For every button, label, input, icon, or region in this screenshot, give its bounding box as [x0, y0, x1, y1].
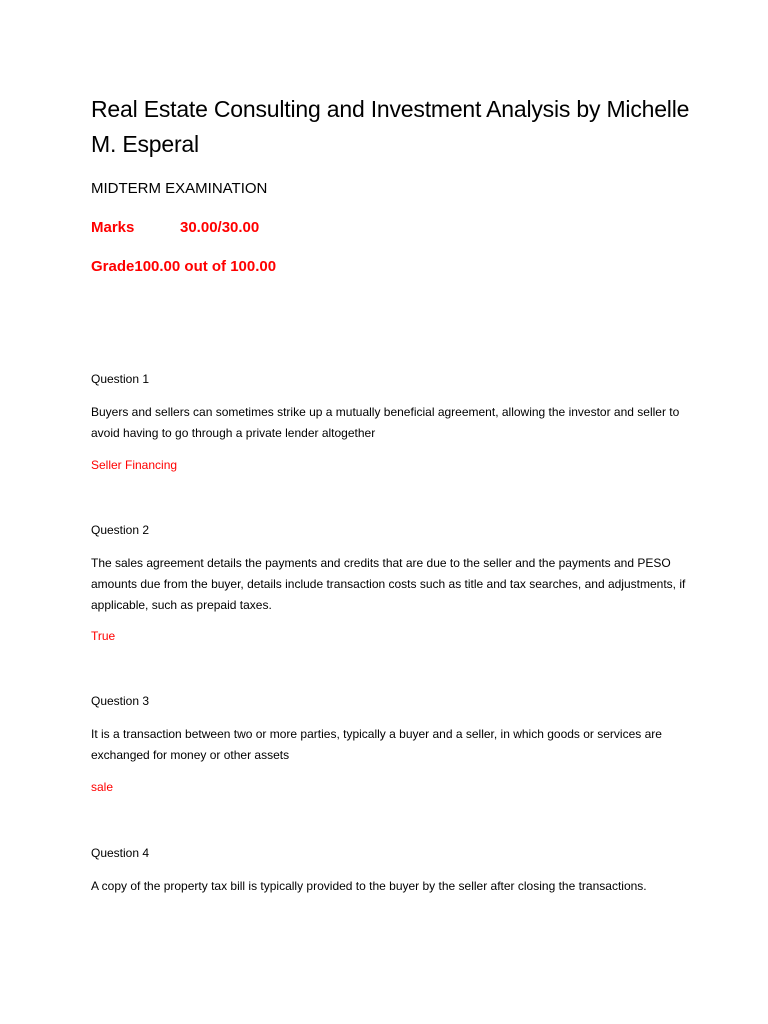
marks-row — [91, 218, 259, 238]
question-2-label: Question 2 — [91, 523, 150, 537]
marks-label: Marks — [91, 219, 135, 236]
question-1-label: Question 1 — [91, 372, 150, 386]
grade-value: 100.00 out of 100.00 — [134, 258, 277, 275]
question-4-label: Question 4 — [91, 846, 150, 860]
question-2-answer: True — [91, 629, 116, 643]
question-3-label: Question 3 — [91, 694, 150, 708]
question-4-text: A copy of the property tax bill is typically provided to the buyer by the seller after closing the transactions. — [91, 879, 647, 893]
grade-row — [91, 257, 276, 277]
document-title: Real Estate Consulting and Investment Analysis by Michelle M. Esperal — [91, 96, 690, 157]
question-1-text: Buyers and sellers can sometimes strike up a mutually beneficial agreement, allowing the investor and seller to avoid having to go through a private lender altogether — [91, 405, 680, 440]
question-1-answer: Seller Financing — [91, 458, 178, 472]
grade-label: Grade — [91, 258, 135, 275]
exam-heading: MIDTERM EXAMINATION — [91, 180, 268, 197]
question-3-answer: sale — [91, 780, 114, 794]
marks-value: 30.00/30.00 — [180, 219, 260, 236]
question-2-text: The sales agreement details the payments and credits that are due to the seller and the payments and PESO amounts due from the buyer, details include transaction costs such as title and tax searches, and adjustments, if applicable, such as prepaid taxes. — [91, 556, 686, 612]
question-3-text: It is a transaction between two or more parties, typically a buyer and a seller, in which goods or services are exchanged for money or other assets — [91, 727, 662, 762]
